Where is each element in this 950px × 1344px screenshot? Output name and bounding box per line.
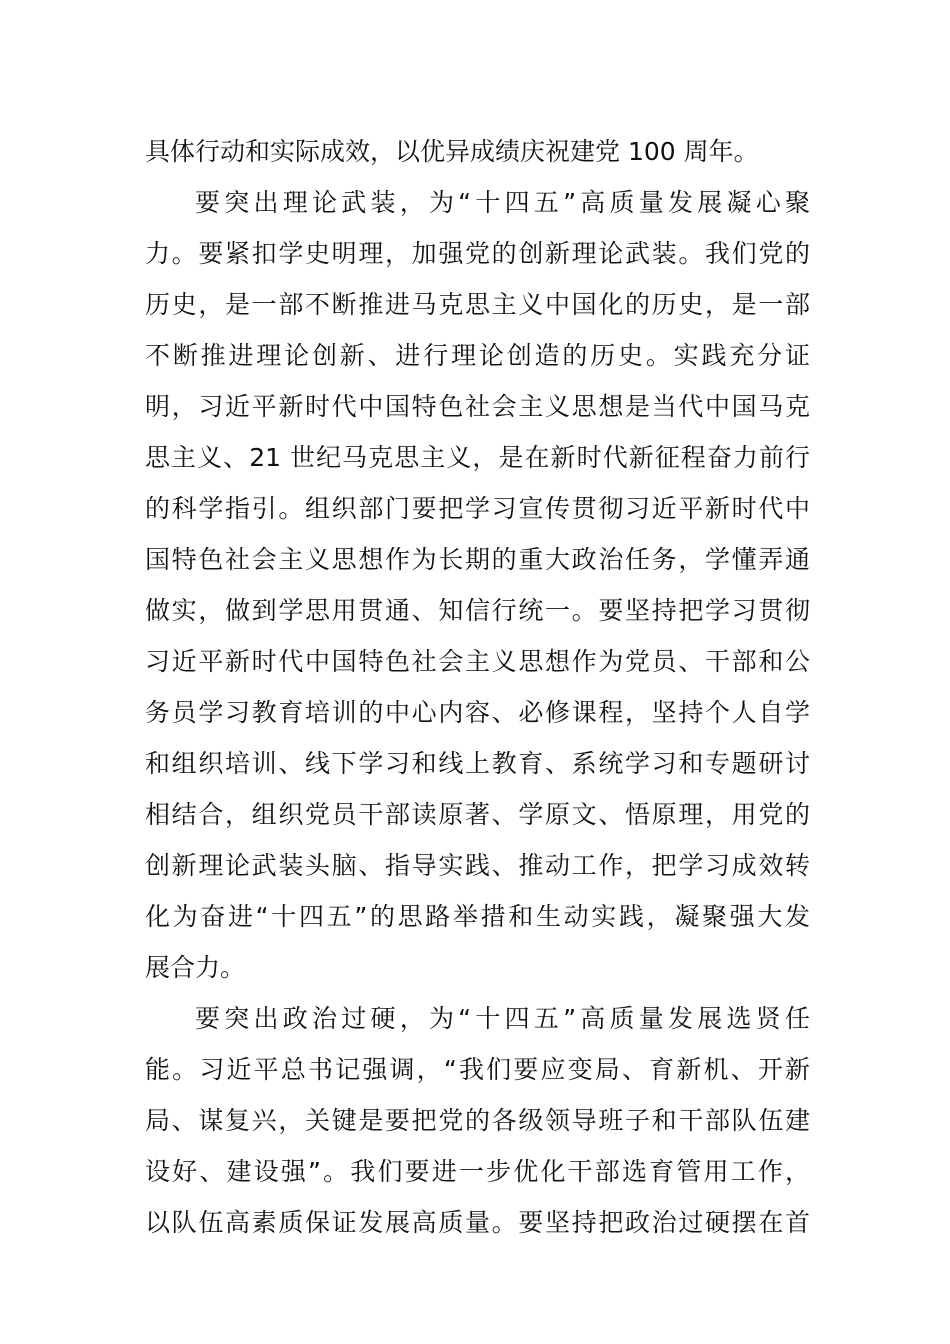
text-line: 思主义、21 世纪马克思主义，是在新时代新征程奋力前行 [145,443,810,472]
text-line: 不断推进理论创新、进行理论创造的历史。实践充分证 [145,341,810,370]
text-line: 明，习近平新时代中国特色社会主义思想是当代中国马克 [145,392,810,421]
text-line: 做实，做到学思用贯通、知信行统一。要坚持把学习贯彻 [145,596,810,625]
text-line: 力。要紧扣学史明理，加强党的创新理论武装。我们党的 [145,239,810,268]
text-line: 的科学指引。组织部门要把学习宣传贯彻习近平新时代中 [145,494,810,523]
text-line: 设好、建设强”。我们要进一步优化干部选育管用工作， [145,1157,810,1186]
text-line: 能。习近平总书记强调，“我们要应变局、育新机、开新 [145,1055,810,1084]
text-line: 化为奋进“十四五”的思路举措和生动实践，凝聚强大发 [145,902,810,931]
text-line: 国特色社会主义思想作为长期的重大政治任务，学懂弄通 [145,545,810,574]
text-line: 局、谋复兴，关键是要把党的各级领导班子和干部队伍建 [145,1106,810,1135]
text-line: 和组织培训、线下学习和线上教育、系统学习和专题研讨 [145,749,810,778]
text-line: 务员学习教育培训的中心内容、必修课程，坚持个人自学 [145,698,810,727]
text-line: 展合力。 [145,953,246,982]
document-body [145,126,810,1248]
text-line: 历史，是一部不断推进马克思主义中国化的历史，是一部 [145,290,810,319]
text-line: 相结合，组织党员干部读原著、学原文、悟原理，用党的 [145,800,810,829]
text-line: 创新理论武装头脑、指导实践、推动工作，把学习成效转 [145,851,810,880]
paragraph-heading-line: 要突出理论武装，为“十四五”高质量发展凝心聚 [195,188,810,217]
text-line: 习近平新时代中国特色社会主义思想作为党员、干部和公 [145,647,810,676]
text-line: 具体行动和实际成效，以优异成绩庆祝建党 100 周年。 [145,137,759,166]
paragraph-heading-line: 要突出政治过硬，为“十四五”高质量发展选贤任 [195,1004,810,1033]
text-line: 以队伍高素质保证发展高质量。要坚持把政治过硬摆在首 [145,1208,810,1237]
